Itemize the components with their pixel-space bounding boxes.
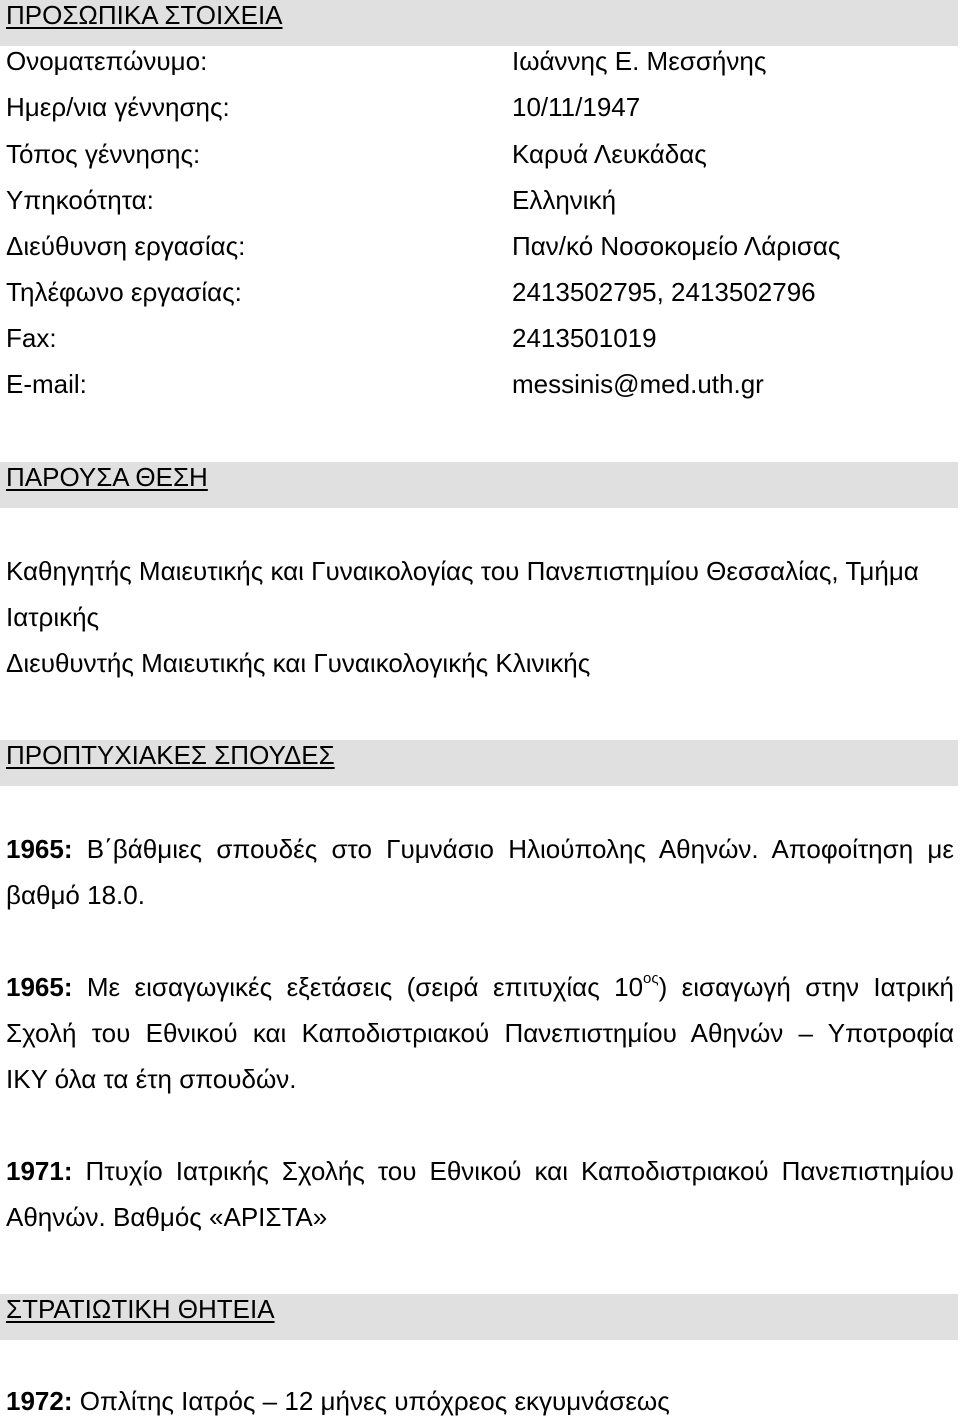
field-email-row (0, 369, 960, 415)
study-entry-1-year: 1965: (6, 834, 73, 864)
study-entry-3-line-2: Αθηνών. Βαθμός «ΑΡΙΣΤΑ» (6, 1202, 328, 1232)
field-label-email: E-mail: (6, 369, 87, 399)
field-value-work-address: Παν/κό Νοσοκομείο Λάρισας (512, 231, 841, 261)
field-value-citizenship: Ελληνική (512, 185, 617, 215)
study-entry-3-text: Πτυχίο Ιατρικής Σχολής του Εθνικού και Καποδιστριακού Πανεπιστημίου (85, 1156, 954, 1186)
studies-section-title: ΠΡΟΠΤΥΧΙΑΚΕΣ ΣΠΟΥΔΕΣ (6, 740, 335, 770)
field-work-phone-row (0, 277, 960, 323)
field-fax-row (0, 323, 960, 369)
field-citizenship-row (0, 185, 960, 231)
military-entry-1-text: Οπλίτης Ιατρός – 12 μήνες υπόχρεος εκγυμνάσεως (79, 1386, 670, 1416)
study-entry-2-text-post: ) εισαγωγή στην Ιατρική (658, 972, 954, 1002)
study-entry-3-year: 1971: (6, 1156, 73, 1186)
field-value-work-phone: 2413502795, 2413502796 (512, 277, 816, 307)
study-entry-2-line-3: ΙΚΥ όλα τα έτη σπουδών. (6, 1064, 297, 1094)
position-line-3: Διευθυντής Μαιευτικής και Γυναικολογικής Κλινικής (6, 648, 591, 678)
military-section-title: ΣΤΡΑΤΙΩΤΙΚΗ ΘΗΤΕΙΑ (6, 1294, 275, 1324)
field-birthplace-row (0, 139, 960, 185)
field-value-birthplace: Καρυά Λευκάδας (512, 139, 707, 169)
field-value-email: messinis@med.uth.gr (512, 369, 764, 399)
field-value-birthdate: 10/11/1947 (512, 92, 641, 122)
study-entry-1-line-1 (6, 834, 954, 864)
field-label-fax: Fax: (6, 323, 57, 353)
study-entry-2-year: 1965: (6, 972, 73, 1002)
field-label-birthdate: Ημερ/νια γέννησης: (6, 92, 230, 122)
position-line-1: Καθηγητής Μαιευτικής και Γυναικολογίας του Πανεπιστημίου Θεσσαλίας, Τμήμα (6, 556, 919, 586)
field-label-work-phone: Τηλέφωνο εργασίας: (6, 277, 242, 307)
field-value-fax: 2413501019 (512, 323, 657, 353)
study-entry-2-line-1 (6, 972, 954, 1002)
field-name-row (0, 46, 960, 92)
study-entry-2-text-pre: Με εισαγωγικές εξετάσεις (σειρά επιτυχίας 10 (86, 972, 644, 1002)
study-entry-3-line-1 (6, 1156, 954, 1186)
military-entry-1 (6, 1386, 670, 1416)
position-line-2: Ιατρικής (6, 602, 100, 632)
field-work-address-row (0, 231, 960, 277)
study-entry-2-line-2: Σχολή του Εθνικού και Καποδιστριακού Πανεπιστημίου Αθηνών – Υποτροφία (6, 1018, 954, 1048)
field-label-name: Ονοματεπώνυμο: (6, 46, 208, 76)
position-section-title: ΠΑΡΟΥΣΑ ΘΕΣΗ (6, 462, 208, 492)
military-entry-1-year: 1972: (6, 1386, 73, 1416)
field-label-work-address: Διεύθυνση εργασίας: (6, 231, 246, 261)
field-value-name: Ιωάννης Ε. Μεσσήνης (512, 46, 767, 76)
study-entry-1-text: Β΄βάθμιες σπουδές στο Γυμνάσιο Ηλιούπολης Αθηνών. Αποφοίτηση με (86, 834, 954, 864)
personal-section-title: ΠΡΟΣΩΠΙΚΑ ΣΤΟΙΧΕΙΑ (6, 0, 283, 30)
study-entry-1-line-2: βαθμό 18.0. (6, 880, 145, 910)
field-birthdate-row (0, 92, 960, 138)
field-label-birthplace: Τόπος γέννησης: (6, 139, 201, 169)
field-label-citizenship: Υπηκοότητα: (6, 185, 154, 215)
study-entry-2-ordinal: ος (643, 970, 659, 988)
